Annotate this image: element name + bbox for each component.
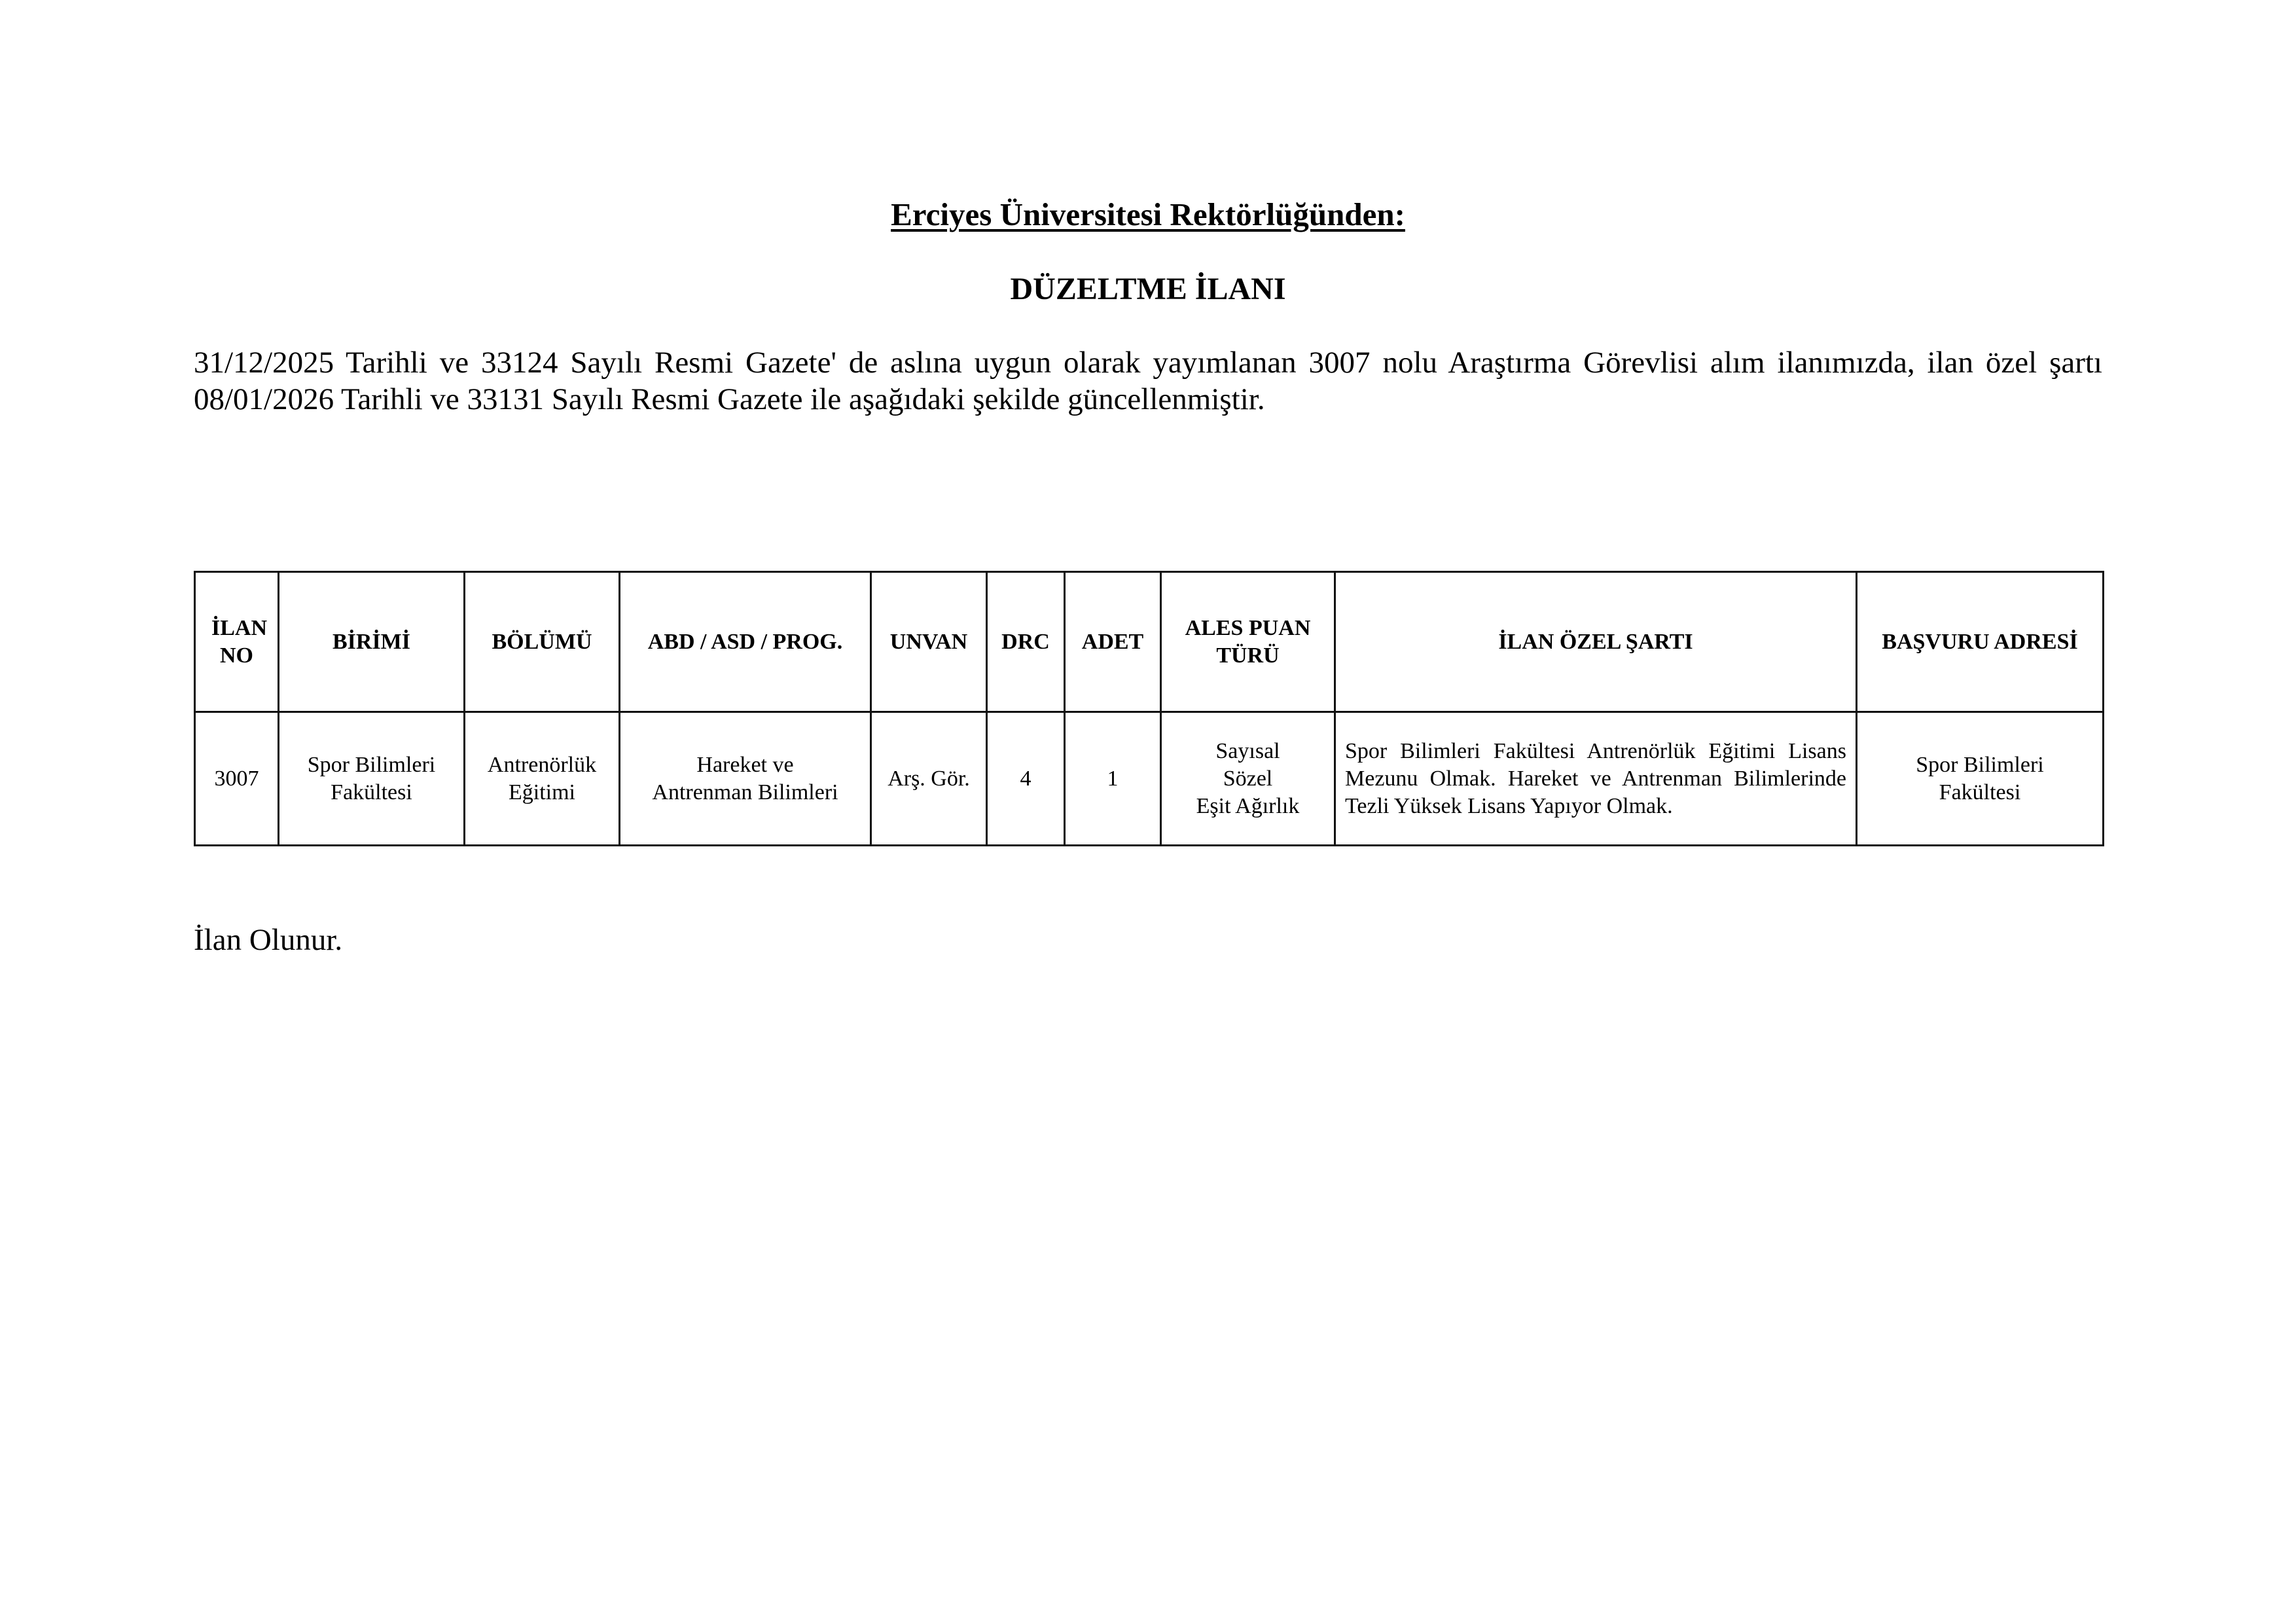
header-adet: ADET	[1065, 572, 1161, 712]
cell-drc: 4	[987, 712, 1065, 846]
ales-type-1: Sayısal	[1215, 738, 1280, 763]
closing-statement: İlan Olunur.	[194, 923, 343, 957]
issuer-heading-text: Erciyes Üniversitesi Rektörlüğünden:	[891, 196, 1405, 232]
announcement-paragraph: 31/12/2025 Tarihli ve 33124 Sayılı Resmi Gazete' de aslına uygun olarak yayımlanan 3007 nolu Araştırma Görevlisi alım ilanımızda, ilan özel şartı 08/01/2026 Tarihli ve 33131 Sayılı Resmi Gazete ile aşağıdaki şekilde güncellenmiştir.	[194, 346, 2102, 416]
cell-ales-puan-turu	[1161, 712, 1335, 846]
header-drc: DRC	[987, 572, 1065, 712]
cell-unvan: Arş. Gör.	[871, 712, 987, 846]
cell-ilan-ozel-sarti: Spor Bilimleri Fakültesi Antrenörlük Eğitimi Lisans Mezunu Olmak. Hareket ve Antrenman Bilimlerinde Tezli Yüksek Lisans Yapıyor Olmak.	[1335, 712, 1857, 846]
ales-type-3: Eşit Ağırlık	[1196, 793, 1300, 818]
header-ilan-ozel-sarti: İLAN ÖZEL ŞARTI	[1335, 572, 1857, 712]
cell-abd-asd-prog: Hareket ve Antrenman Bilimleri	[620, 712, 871, 846]
issuer-heading	[0, 195, 2296, 234]
cell-basvuru-adresi: Spor Bilimleri Fakültesi	[1857, 712, 2104, 846]
header-birimi: BİRİMİ	[279, 572, 465, 712]
cell-adet: 1	[1065, 712, 1161, 846]
ales-type-2: Sözel	[1223, 766, 1273, 791]
header-unvan: UNVAN	[871, 572, 987, 712]
header-ales-puan-turu: ALES PUAN TÜRÜ	[1161, 572, 1335, 712]
cell-birimi: Spor Bilimleri Fakültesi	[279, 712, 465, 846]
header-basvuru-adresi: BAŞVURU ADRESİ	[1857, 572, 2104, 712]
table-row	[195, 712, 2104, 846]
header-bolumu: BÖLÜMÜ	[465, 572, 620, 712]
table-header-row	[195, 572, 2104, 712]
document-title: DÜZELTME İLANI	[1010, 272, 1286, 306]
header-ilan-no: İLAN NO	[195, 572, 279, 712]
cell-bolumu: Antrenörlük Eğitimi	[465, 712, 620, 846]
cell-ilan-no: 3007	[195, 712, 279, 846]
announcement-table	[194, 571, 2104, 846]
header-abd-asd-prog: ABD / ASD / PROG.	[620, 572, 871, 712]
